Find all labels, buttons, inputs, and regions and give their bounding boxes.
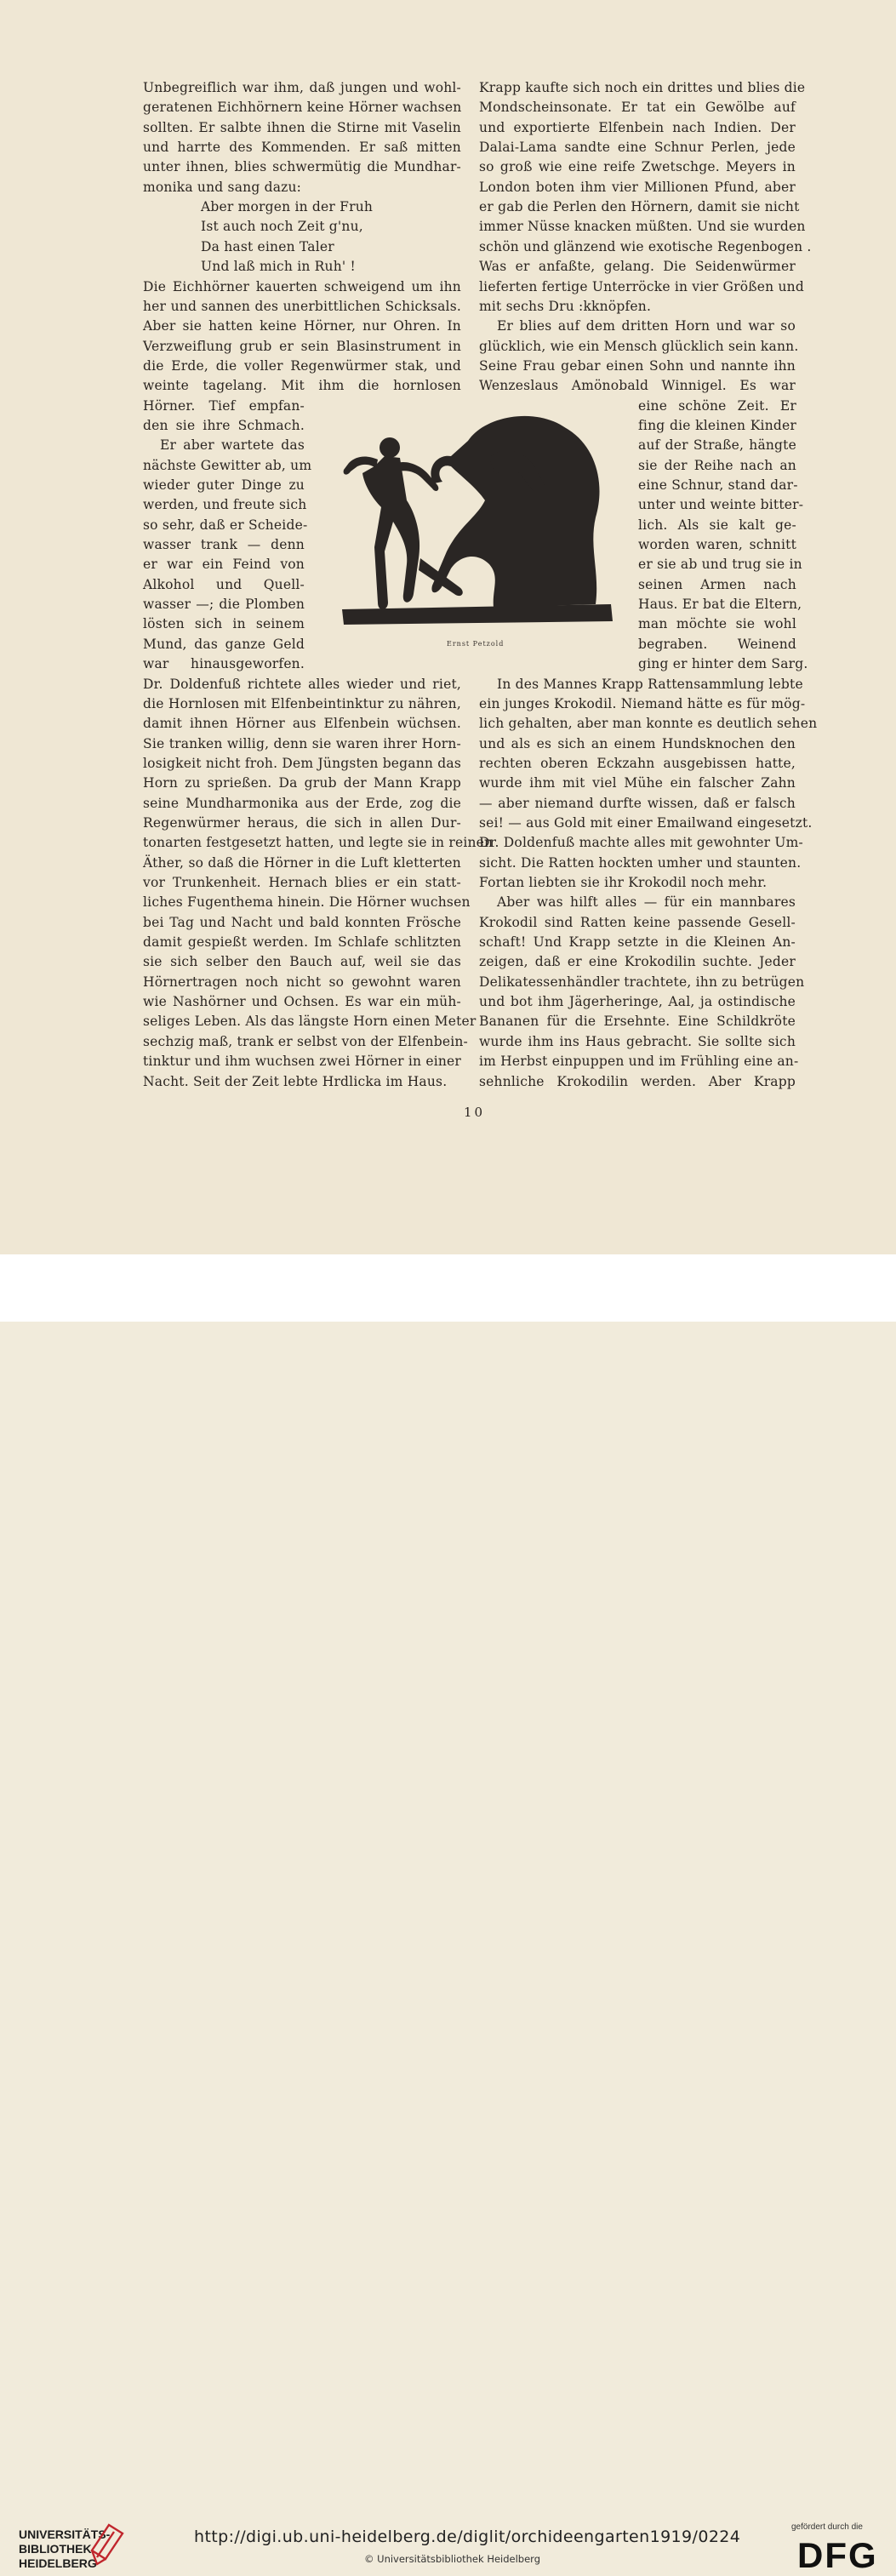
right-column-text-line: lich gehalten, aber man konnte es deutlich sehen [479, 716, 818, 732]
left-column-text-line: Unbegreiflich war ihm, daß jungen und wohl- [143, 80, 461, 95]
left-column-text-line: Sie tranken willig, denn sie waren ihrer Horn- [143, 735, 461, 751]
silhouette-illustration [340, 407, 614, 630]
right-column-text-line: Fortan liebten sie ihr Krokodil noch mehr. [479, 875, 768, 890]
left-column-text-line: wasser trank — denn [143, 537, 305, 553]
left-column-text-line: sie sich selber den Bauch auf, weil sie das [143, 954, 461, 970]
left-column-text-line: weinte tagelang. Mit ihm die hornlosen [143, 378, 461, 394]
right-column-text-line: Was er anfaßte, gelang. Die Seidenwürmer [479, 259, 796, 275]
left-column-text-line: liches Fugenthema hinein. Die Hörner wuchsen [143, 894, 471, 911]
right-column-text-line: Krokodil sind Ratten keine passende Gesell- [479, 914, 796, 930]
right-column-text-line: Dalai-Lama sandte eine Schnur Perlen, jede [479, 140, 796, 156]
left-column-text-line: seliges Leben. Als das längste Horn einen Meter [143, 1014, 477, 1030]
right-column-text-line: zeigen, daß er eine Krokodilin suchte. Jeder [479, 954, 796, 970]
right-column-text-line: lieferten fertige Unterröcke in vier Größen und [479, 278, 804, 294]
right-column-text-line: und exportierte Elfenbein nach Indien. Der [479, 119, 796, 135]
left-column-text-line: tonarten festgesetzt hatten, und legte sie in reinen [143, 835, 494, 851]
library-logo-text [19, 2527, 111, 2571]
left-column-text-line: die Hornlosen mit Elfenbeintinktur zu nähren, [143, 695, 461, 711]
right-column-text-line: Aber was hilft alles — für ein mannbares [497, 894, 796, 911]
right-column-text-line: und als es sich an einem Hundsknochen den [479, 735, 796, 751]
right-column-text-line: seinen Armen nach [638, 576, 796, 592]
page-url-link[interactable]: http://digi.ub.uni-heidelberg.de/diglit/orchideengarten1919/0224 [194, 2527, 741, 2546]
left-column-text-line: bei Tag und Nacht und bald konnten Frösche [143, 914, 461, 930]
right-column-text-line: Haus. Er bat die Eltern, [638, 597, 802, 613]
right-column-text-line: rechten oberen Eckzahn ausgebissen hatte, [479, 755, 796, 771]
right-column-text-line: begraben. Weinend [638, 636, 796, 652]
left-column-text-line: Hörnertragen noch nicht so gewohnt waren [143, 974, 461, 990]
right-column-text-line: wurde ihm ins Haus gebracht. Sie sollte sich [479, 1033, 796, 1049]
right-column-text-line: man möchte sie wohl [638, 616, 796, 632]
right-column-text-line: sicht. Die Ratten hockten umher und staunten. [479, 854, 802, 871]
left-column-text-line: her und sannen des unerbittlichen Schicksals. [143, 298, 461, 314]
digitization-footer [0, 1254, 896, 2575]
left-column-text-line: damit gespießt werden. Im Schlafe schlitzten [143, 934, 461, 951]
right-column-text-line: immer Nüsse knacken müßten. Und sie wurden [479, 219, 806, 235]
right-column-text-line: schaft! Und Krapp setzte in die Kleinen An- [479, 934, 796, 951]
left-column-text-line: Er aber wartete das [160, 437, 305, 454]
left-column-text-line: Nacht. Seit der Zeit lebte Hrdlicka im Haus. [143, 1073, 448, 1089]
left-column-text-line: seine Mundharmonika aus der Erde, zog die [143, 795, 461, 811]
library-logo-icon [88, 2520, 126, 2569]
left-column-text-line: nächste Gewitter ab, um [143, 457, 312, 473]
right-column-text-line: worden waren, schnitt [638, 537, 796, 553]
page-number: 10 [464, 1105, 486, 1120]
right-column-text-line: und bot ihm Jägerheringe, Aal, ja ostindische [479, 994, 796, 1010]
right-column-text-line: lich. Als sie kalt ge- [638, 517, 796, 533]
left-column-text-line: Äther, so daß die Hörner in die Luft kletterten [143, 854, 461, 871]
left-column-text-line: tinktur und ihm wuchsen zwei Hörner in einer [143, 1054, 462, 1070]
left-column-text-line: Verzweiflung grub er sein Blasinstrument in [143, 338, 461, 354]
right-column-text-line: Wenzeslaus Amönobald Winnigel. Es war [479, 378, 796, 394]
left-column-text-line: Dr. Doldenfuß richtete alles wieder und riet, [143, 676, 461, 692]
right-column-text-line: Er blies auf dem dritten Horn und war so [497, 318, 796, 334]
left-column-text-line: vor Trunkenheit. Hernach blies er ein statt- [143, 875, 461, 890]
right-column-text-line: Seine Frau gebar einen Sohn und nannte ihn [479, 357, 796, 374]
left-column-text-line: Aber sie hatten keine Hörner, nur Ohren. In [143, 318, 461, 334]
left-column-text-line: Ist auch noch Zeit g'nu, [201, 219, 363, 235]
right-column-text-line: Krapp kaufte sich noch ein drittes und blies die [479, 80, 806, 95]
left-column-text-line: Aber morgen in der Fruh [201, 199, 374, 215]
left-column-text-line: Mund, das ganze Geld [143, 636, 305, 652]
left-column-text-line: lösten sich in seinem [143, 616, 305, 632]
left-column-text-line: Und laß mich in Ruh' ! [201, 259, 356, 275]
right-column-text-line: unter und weinte bitter- [638, 497, 804, 513]
right-column-text-line: London boten ihm vier Millionen Pfund, aber [479, 179, 796, 195]
right-column-text-line: auf der Straße, hängte [638, 437, 796, 454]
left-column-text-line: den sie ihre Schmach. [143, 417, 305, 433]
left-column-text-line: geratenen Eichhörnern keine Hörner wachsen [143, 100, 462, 116]
right-column-text-line: ging er hinter dem Sarg. [638, 656, 808, 672]
left-column-text-line: war hinausgeworfen. [143, 656, 305, 672]
right-column-text-line: mit sechs Dru :kknöpfen. [479, 298, 652, 314]
right-column-text-line: glücklich, wie ein Mensch glücklich sein kann. [479, 338, 799, 354]
left-column-text-line: Horn zu sprießen. Da grub der Mann Krapp [143, 775, 461, 791]
left-column-text-line: so sehr, daß er Scheide- [143, 517, 308, 533]
left-column-text-line: die Erde, die voller Regenwürmer stak, und [143, 357, 461, 374]
right-column-text-line: eine Schnur, stand dar- [638, 477, 798, 493]
left-column-text-line: Hörner. Tief empfan- [143, 397, 305, 414]
right-column-text-line: er gab die Perlen den Hörnern, damit sie nicht [479, 199, 800, 215]
left-column-text-line: losigkeit nicht froh. Dem Jüngsten begann das [143, 755, 461, 771]
left-column-text-line: Da hast einen Taler [201, 238, 334, 254]
left-column-text-line: wieder guter Dinge zu [143, 477, 305, 493]
left-column-text-line: Die Eichhörner kauerten schweigend um ihn [143, 278, 461, 294]
right-column-text-line: im Herbst einpuppen und im Frühling eine an- [479, 1054, 799, 1070]
right-column-text-line: wurde ihm mit viel Mühe ein falscher Zahn [479, 775, 796, 791]
right-column-text-line: sehnliche Krokodilin werden. Aber Krapp [479, 1073, 796, 1089]
left-column-text-line: sechzig maß, trank er selbst von der Elfenbein- [143, 1033, 468, 1049]
copyright-notice: © Universitätsbibliothek Heidelberg [364, 2553, 541, 2565]
left-column-text-line: werden, und freute sich [143, 497, 307, 513]
right-column-text-line: schön und glänzend wie exotische Regenbogen . [479, 238, 812, 254]
funder-label: gefördert durch die [791, 2522, 863, 2532]
left-column-text-line: Regenwürmer heraus, die sich in allen Dur- [143, 814, 461, 831]
left-column-text-line: unter ihnen, blies schwermütig die Mundhar- [143, 159, 461, 175]
right-column-text-line: ein junges Krokodil. Niemand hätte es für mög- [479, 695, 806, 711]
right-column-text-line: — aber niemand durfte wissen, daß er falsch [479, 795, 796, 811]
left-column-text-line: er war ein Feind von [143, 557, 305, 573]
library-logo-label: UNIVERSITÄTS- BIBLIOTHEK HEIDELBERG [19, 2527, 111, 2570]
right-column-text-line: In des Mannes Krapp Rattensammlung lebte [497, 676, 803, 692]
right-column-text-line: so groß wie eine reife Zwetschge. Meyers in [479, 159, 796, 175]
left-column-text-line: Alkohol und Quell- [143, 576, 305, 592]
right-column-text-line: fing die kleinen Kinder [638, 417, 796, 433]
left-column-text-line: wie Nashörner und Ochsen. Es war ein müh- [143, 994, 461, 1010]
right-column-text-line: Mondscheinsonate. Er tat ein Gewölbe auf [479, 100, 796, 116]
left-column-text-line: damit ihnen Hörner aus Elfenbein wüchsen. [143, 716, 461, 732]
left-column-text-line: wasser —; die Plomben [143, 597, 305, 613]
right-column-text-line: Dr. Doldenfuß machte alles mit gewohnter Um- [479, 835, 803, 851]
right-column-text-line: eine schöne Zeit. Er [638, 397, 796, 414]
left-column-text-line: monika und sang dazu: [143, 179, 302, 195]
right-column-text-line: er sie ab und trug sie in [638, 557, 802, 573]
right-column-text-line: sei! — aus Gold mit einer Emailwand eingesetzt. [479, 814, 813, 831]
left-column-text-line: sollten. Er salbte ihnen die Stirne mit Vaselin [143, 119, 461, 135]
dfg-logo: DFG [797, 2535, 878, 2575]
right-column-text-line: Bananen für die Ersehnte. Eine Schildkröte [479, 1014, 796, 1030]
illustration-caption: Ernst Petzold [447, 640, 505, 648]
right-column-text-line: Delikatessenhändler trachtete, ihn zu betrügen [479, 974, 805, 990]
right-column-text-line: sie der Reihe nach an [638, 457, 796, 473]
left-column-text-line: und harrte des Kommenden. Er saß mitten [143, 140, 461, 156]
scanned-page [0, 0, 896, 1254]
